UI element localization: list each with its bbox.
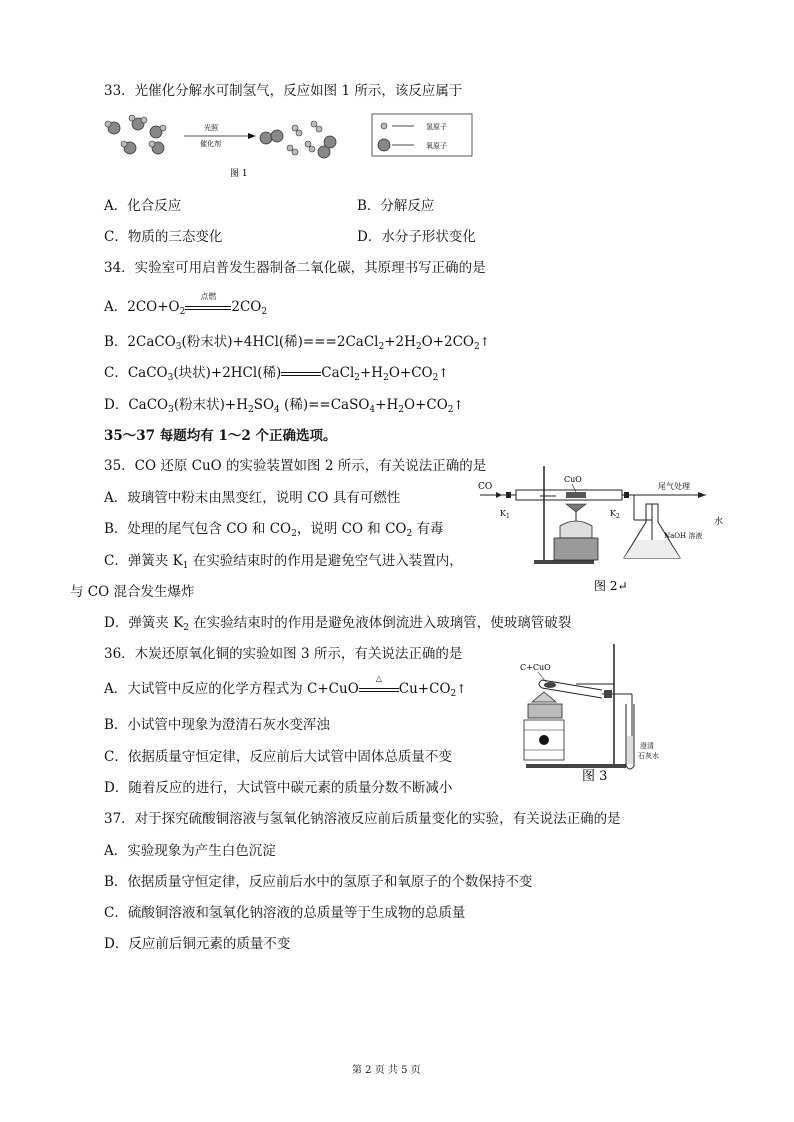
q33-option-b: B．分解反应 [357, 198, 435, 214]
product-molecules [260, 121, 336, 158]
fig3-lime2: 石灰水 [638, 752, 659, 760]
q34-option-b: B．2CaCO$_3$(粉末状)+4HCl(稀)$===2CaCl_2+2H_2O+2CO_2↑$ [104, 334, 490, 352]
fig2-caption: 图 2↵ [594, 579, 628, 593]
q33-option-a: A．化合反应 [104, 198, 182, 214]
q34-stem: 34．实验室可用启普发生器制备二氧化碳，其原理书写正确的是 [104, 260, 486, 276]
q34-option-d: D．CaCO$_3$(粉末状)$+H_2SO_4$ (稀)$==CaSO_4+H_2O+CO_2↑$ [104, 397, 464, 415]
svg-text:K2: $K_2$ [610, 509, 620, 520]
fig3-caption: 图 3 [582, 769, 608, 784]
q36-option-d: D．随着反应的进行，大试管中碳元素的质量分数不断减小 [104, 780, 453, 796]
q34-option-a: A．$2CO+O_2$ 点燃 $2CO_2$ [104, 292, 268, 317]
page-footer: 第 2 页 共 5 页 [352, 1065, 421, 1076]
q36-option-b: B．小试管中现象为澄清石灰水变浑浊 [104, 717, 330, 733]
fig3-label: C+CuO [520, 663, 551, 672]
figure-3 [516, 640, 666, 790]
svg-text:K1: $K_1$ [500, 509, 510, 520]
fig2-water: 水 [714, 517, 724, 527]
legend-hydrogen: 氢原子 [426, 123, 447, 131]
fig2-co: CO [478, 482, 493, 492]
cond-ignite: 点燃 [200, 292, 217, 301]
figure-2 [476, 460, 736, 600]
q35-option-a: A．玻璃管中粉末由黑变红，说明 CO 具有可燃性 [104, 490, 401, 506]
q33-stem: 33．光催化分解水可制氢气，反应如图 1 所示，该反应属于 [104, 83, 463, 99]
cond-heat: △ [375, 674, 382, 683]
q36-stem: 36．木炭还原氧化铜的实验如图 3 所示，有关说法正确的是 [104, 646, 463, 662]
section-note: 35～37 每题均有 1～2 个正确选项。 [104, 428, 337, 444]
q34-option-c: C．CaCO$_3$(块状)+2HCl(稀) $CaCl_2+H_2O+CO_2↑$ [104, 365, 449, 383]
q33-option-c: C．物质的三态变化 [104, 229, 223, 245]
q36-option-c: C．依据质量守恒定律，反应前后大试管中固体总质量不变 [104, 749, 452, 765]
fig1-cond-bottom: 催化剂 [200, 140, 221, 148]
q35-option-c-cont: 与 CO 混合发生爆炸 [70, 584, 195, 600]
fig1-caption: 图 1 [230, 169, 248, 179]
q37-option-c: C．硫酸铜溶液和氢氧化钠溶液的总质量等于生成物的总质量 [104, 905, 466, 921]
q37-option-b: B．依据质量守恒定律，反应前后水中的氢原子和氧原子的个数保持不变 [104, 874, 533, 890]
fig1-cond-top: 光照 [204, 124, 218, 132]
figure-1 [100, 112, 480, 182]
q36-option-a: A．大试管中反应的化学方程式为 C+CuO △ $Cu+CO_2↑$ [104, 674, 467, 699]
fig3-lime1: 澄清 [640, 742, 654, 750]
reactant-molecules [105, 115, 166, 154]
q35-option-d: D．弹簧夹 $K_2$ 在实验结束时的作用是避免液体倒流进入玻璃管，使玻璃管破裂 [104, 615, 572, 633]
legend-oxygen: 氧原子 [426, 142, 447, 150]
q37-option-d: D．反应前后铜元素的质量不变 [104, 936, 291, 952]
q37-stem: 37．对于探究硫酸铜溶液与氢氧化钠溶液反应前后质量变化的实验，有关说法正确的是 [104, 811, 621, 827]
fig2-naoh: NaOH 溶液 [664, 532, 703, 540]
fig2-cuo: CuO [564, 475, 582, 484]
q33-option-d: D．水分子形状变化 [357, 229, 476, 245]
fig2-tail: 尾气处理 [658, 482, 690, 491]
q35-stem: 35．CO 还原 CuO 的实验装置如图 2 所示，有关说法正确的是 [104, 458, 487, 474]
q35-option-c: C．弹簧夹 $K_1$ 在实验结束时的作用是避免空气进入装置内， [104, 553, 463, 571]
q37-option-a: A．实验现象为产生白色沉淀 [104, 843, 276, 859]
q35-option-b: B．处理的尾气包含 CO 和 $CO_2$，说明 CO 和 $CO_2$ 有毒 [104, 521, 444, 539]
